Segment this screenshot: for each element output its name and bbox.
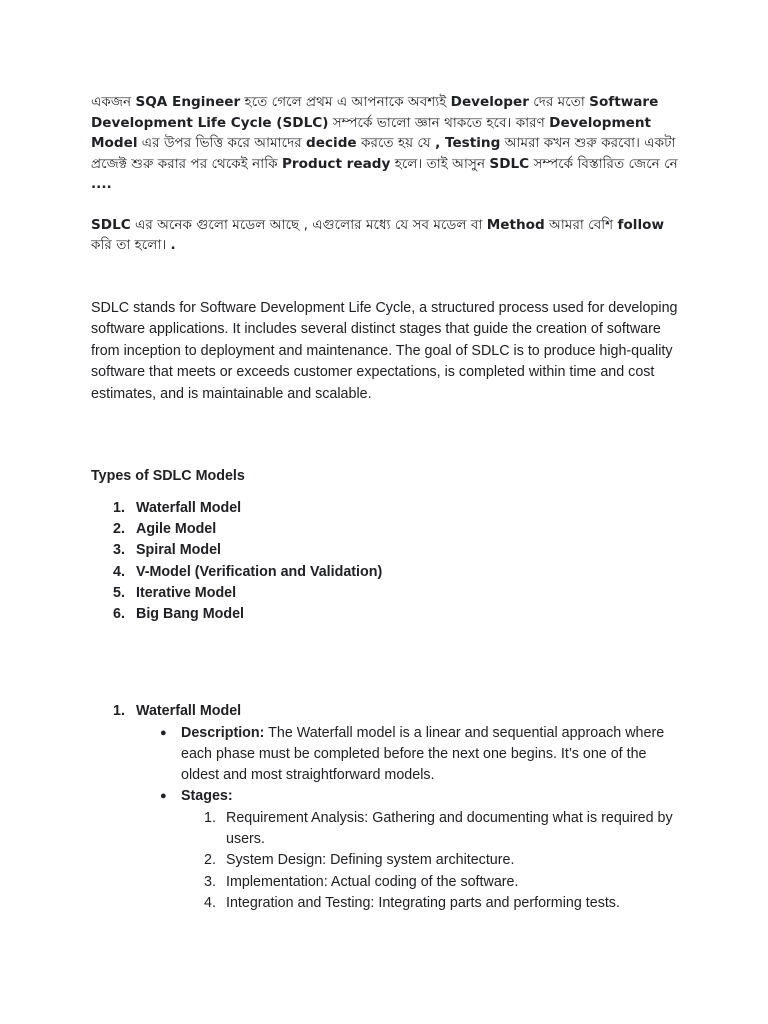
text-run: সম্পর্কে বিস্তারিত জেনে নে [529,155,678,172]
list-number: 3. [204,873,216,890]
types-list-label: Agile Model [136,521,217,538]
types-list-label: V-Model (Verification and Validation) [136,563,383,580]
types-list-item [91,604,681,625]
waterfall-item [91,701,681,722]
bold-run: Development Model [91,114,652,151]
types-list-item [91,519,681,540]
stages-label: Stages: [181,788,233,805]
bold-run: Software Development Life Cycle (SDLC) [91,94,659,131]
types-list-item [91,583,681,604]
stages-bullet [136,786,681,807]
list-number: 1. [204,809,216,826]
types-list [91,498,681,625]
text-run: এর উপর ভিত্তি করে আমাদের [137,135,307,151]
list-number: 1. [113,500,125,516]
bold-run: SDLC [91,216,131,233]
bold-run: decide [306,135,357,151]
description-bullet [136,723,681,787]
stage-item [181,808,681,851]
list-number: 4. [113,563,125,580]
list-number: 2. [113,521,125,538]
list-number: 5. [113,584,125,601]
bold-run: Developer [450,94,529,110]
bold-run: , Testing [435,135,501,151]
bold-run: Method [486,216,545,233]
waterfall-title: Waterfall Model [136,703,242,720]
text-run: করি তা হলো। [91,237,171,253]
bold-run: . [170,237,176,253]
text-run: দের মতো [528,94,590,110]
types-list-label: Iterative Model [136,584,237,601]
sdlc-definition-paragraph: SDLC stands for Software Development Life Cycle, a structured process used for developing software applications. It includes several distinct stages that guide the creation of software from inception to deployment and maintenance. The goal of SDLC is to produce high-quality software that meets or exceeds customer expectations, is completed within time and cost estimates, and is maintainable and scalable. [91,299,678,402]
stage-text: System Design: Defining system architecture. [226,852,515,869]
stage-text: Requirement Analysis: Gathering and documenting what is required by users. [226,809,673,847]
types-list-label: Waterfall Model [136,500,242,516]
waterfall-bullets [136,723,681,808]
stage-item [181,850,681,871]
types-list-item [91,498,681,519]
stage-text: Integration and Testing: Integrating parts and performing tests. [226,894,620,911]
document-page [91,92,681,914]
bold-run: SDLC [489,155,530,172]
bullet-dot: ● [160,726,167,739]
models-intro-paragraph-bangla [91,215,681,256]
bold-run: SQA Engineer [135,94,241,110]
types-list-label: Spiral Model [136,542,221,559]
list-number: 6. [113,606,125,623]
bold-run: follow [617,216,665,233]
text-run: সম্পর্কে ভালো জ্ঞান থাকতে হবে। কারণ [328,114,550,131]
description-text: The Waterfall model is a linear and sequential approach where each phase must be completed before the next one begins. It’s one of the oldest and most straightforward models. [181,724,665,784]
description-label: Description: [181,724,265,741]
intro-paragraph-bangla [91,92,681,195]
text-run: এর অনেক গুলো মডেল আছে , এগুলোর মধ্যে যে সব মডেল বা [130,216,487,233]
list-number: 3. [113,542,125,559]
types-heading: Types of SDLC Models [91,468,245,484]
list-number: 2. [204,852,216,869]
stage-item [181,893,681,914]
text-run: একজন [91,94,136,110]
bold-run: Product ready [281,155,391,172]
stage-text: Implementation: Actual coding of the software. [226,873,519,890]
waterfall-section [91,701,681,722]
bold-run: .... [91,176,112,192]
text-run: হতে গেলে প্রথম এ আপনাকে অবশ্যই [240,94,451,110]
types-list-item [91,540,681,561]
list-number: 4. [204,894,216,911]
text-run: আমরা বেশি [544,216,618,233]
text-run: আমরা কখন শুরু করবো। একটা প্রজেক্ট শুরু করার পর থেকেই নাকি [91,135,676,172]
stages-list [181,808,681,914]
list-number: 1. [113,703,125,720]
types-list-item [91,562,681,583]
text-run: করতে হয় যে [356,135,436,151]
bullet-dot: ● [160,790,167,803]
stage-item [181,872,681,893]
types-list-label: Big Bang Model [136,606,245,623]
text-run: হলে। তাই আসুন [390,155,490,172]
